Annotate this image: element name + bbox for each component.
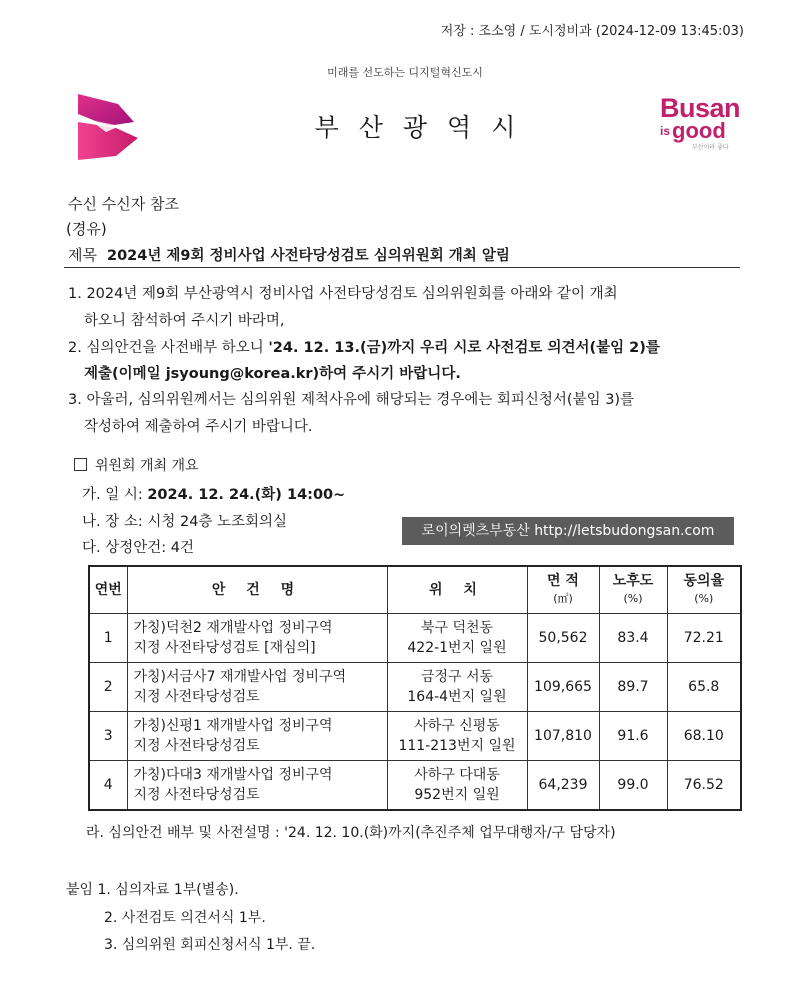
overview-date-label: 가. 일 시: <box>82 487 143 503</box>
cell-location <box>387 712 527 761</box>
brand-busan: Busan <box>660 93 741 123</box>
header-age <box>599 566 667 614</box>
overview-title-text: 위원회 개최 개요 <box>95 458 199 474</box>
cell-location <box>387 614 527 663</box>
header-area <box>527 566 599 614</box>
cell-no: 4 <box>89 761 127 811</box>
recipient-line: 수신 수신자 참조 <box>68 195 179 213</box>
subject-line <box>68 244 510 265</box>
header-name: 안 건 명 <box>127 566 387 614</box>
table-row <box>89 712 741 761</box>
brand-subtext: 부산이라 좋다 <box>692 144 729 151</box>
cell-no: 3 <box>89 712 127 761</box>
cell-name-line-1: 가칭)다대3 재개발사업 정비구역 <box>133 767 333 783</box>
city-slogan: 미래를 선도하는 디지털혁신도시 <box>327 66 483 79</box>
header-consent-unit: (%) <box>694 592 714 605</box>
cell-location <box>387 761 527 811</box>
subject-divider <box>64 267 740 268</box>
table-header-row <box>89 566 741 614</box>
cell-no: 1 <box>89 614 127 663</box>
cell-location-line-2: 164-4번지 일원 <box>407 689 507 705</box>
cell-location-line-1: 북구 덕천동 <box>420 620 494 636</box>
overview-distribution: 라. 심의안건 배부 및 사전설명 : '24. 12. 10.(화)까지(추진주체 업무대행자/구 담당자) <box>86 825 616 841</box>
cell-location-line-2: 111-213번지 일원 <box>398 738 516 754</box>
header-consent <box>667 566 741 614</box>
cell-consent: 72.21 <box>667 614 741 663</box>
table-row <box>89 663 741 712</box>
header-age-unit: (%) <box>623 592 643 605</box>
cell-location-line-2: 952번지 일원 <box>414 787 500 803</box>
cell-age: 83.4 <box>599 614 667 663</box>
attachment-1: 붙임 1. 심의자료 1부(별송). <box>66 882 239 898</box>
header-location: 위 치 <box>387 566 527 614</box>
subject-label: 제목 <box>68 246 97 264</box>
cell-name <box>127 614 387 663</box>
overview-count: 다. 상정안건: 4건 <box>82 540 194 556</box>
brand-good: good <box>672 118 726 143</box>
paragraph-2-line-2: 제출(이메일 jsyoung@korea.kr)하여 주시기 바랍니다. <box>84 366 461 382</box>
header-age-label: 노후도 <box>612 573 654 589</box>
cell-consent: 68.10 <box>667 712 741 761</box>
document-meta: 저장 : 조소영 / 도시정비과 (2024-12-09 13:45:03) <box>440 24 744 39</box>
via-line: (경유) <box>66 220 107 238</box>
paragraph-2-plain: 2. 심의안건을 사전배부 하오니 <box>68 340 269 356</box>
cell-age: 99.0 <box>599 761 667 811</box>
paragraph-1-line-1: 1. 2024년 제9회 부산광역시 정비사업 사전타당성검토 심의위원회를 아래와 같이 개최 <box>68 286 618 302</box>
busan-is-good-logo <box>660 93 744 151</box>
cell-name-line-2: 지정 사전타당성검토 [재심의] <box>133 640 316 656</box>
cell-no: 2 <box>89 663 127 712</box>
cell-area: 64,239 <box>527 761 599 811</box>
cell-name-line-2: 지정 사전타당성검토 <box>133 738 260 754</box>
paragraph-2-bold: '24. 12. 13.(금)까지 우리 시로 사전검토 의견서(붙임 2)를 <box>268 340 660 356</box>
attachment-3: 3. 심의위원 회피신청서식 1부. 끝. <box>104 937 316 953</box>
cell-name-line-2: 지정 사전타당성검토 <box>133 689 260 705</box>
cell-area: 50,562 <box>527 614 599 663</box>
overview-date-value: 2024. 12. 24.(화) 14:00~ <box>147 487 346 503</box>
cell-name-line-1: 가칭)서금사7 재개발사업 정비구역 <box>133 669 347 685</box>
cell-consent: 76.52 <box>667 761 741 811</box>
cell-age: 89.7 <box>599 663 667 712</box>
cell-name <box>127 663 387 712</box>
cell-name <box>127 712 387 761</box>
cell-name-line-1: 가칭)신평1 재개발사업 정비구역 <box>133 718 333 734</box>
cell-location-line-2: 422-1번지 일원 <box>407 640 507 656</box>
cell-area: 107,810 <box>527 712 599 761</box>
overview-date <box>82 483 345 504</box>
attachment-2: 2. 사전검토 의견서식 1부. <box>104 910 266 926</box>
header-area-label: 면 적 <box>547 573 579 589</box>
paragraph-3-line-2: 작성하여 제출하여 주시기 바랍니다. <box>84 419 313 435</box>
table-row <box>89 761 741 811</box>
header-no: 연번 <box>89 566 127 614</box>
overview-title <box>74 455 199 475</box>
cell-location <box>387 663 527 712</box>
agenda-table <box>88 565 742 811</box>
cell-location-line-1: 사하구 다대동 <box>414 767 500 783</box>
cell-name <box>127 761 387 811</box>
cell-name-line-1: 가칭)덕천2 재개발사업 정비구역 <box>133 620 333 636</box>
brand-is: is <box>660 124 671 138</box>
cell-area: 109,665 <box>527 663 599 712</box>
cell-location-line-1: 사하구 신평동 <box>414 718 500 734</box>
header-area-unit: (㎡) <box>553 592 573 605</box>
overview-place: 나. 장 소: 시청 24층 노조회의실 <box>82 514 288 530</box>
paragraph-2-line-1 <box>68 335 660 362</box>
organization-title: 부산광역시 <box>314 113 536 142</box>
cell-name-line-2: 지정 사전타당성검토 <box>133 787 260 803</box>
checkbox-icon <box>74 458 87 471</box>
cell-age: 91.6 <box>599 712 667 761</box>
watermark-banner: 로이의렛츠부동산 http://letsbudongsan.com <box>402 517 734 545</box>
cell-consent: 65.8 <box>667 663 741 712</box>
paragraph-1-line-2: 하오니 참석하여 주시기 바라며, <box>84 313 285 329</box>
subject-text: 2024년 제9회 정비사업 사전타당성검토 심의위원회 개최 알림 <box>106 248 510 264</box>
header-consent-label: 동의율 <box>683 573 725 589</box>
table-row <box>89 614 741 663</box>
paragraph-3-line-1: 3. 아울러, 심의위원께서는 심의위원 제척사유에 해당되는 경우에는 회피신청서(붙임 3)를 <box>68 392 635 408</box>
cell-location-line-1: 금정구 서동 <box>420 669 494 685</box>
